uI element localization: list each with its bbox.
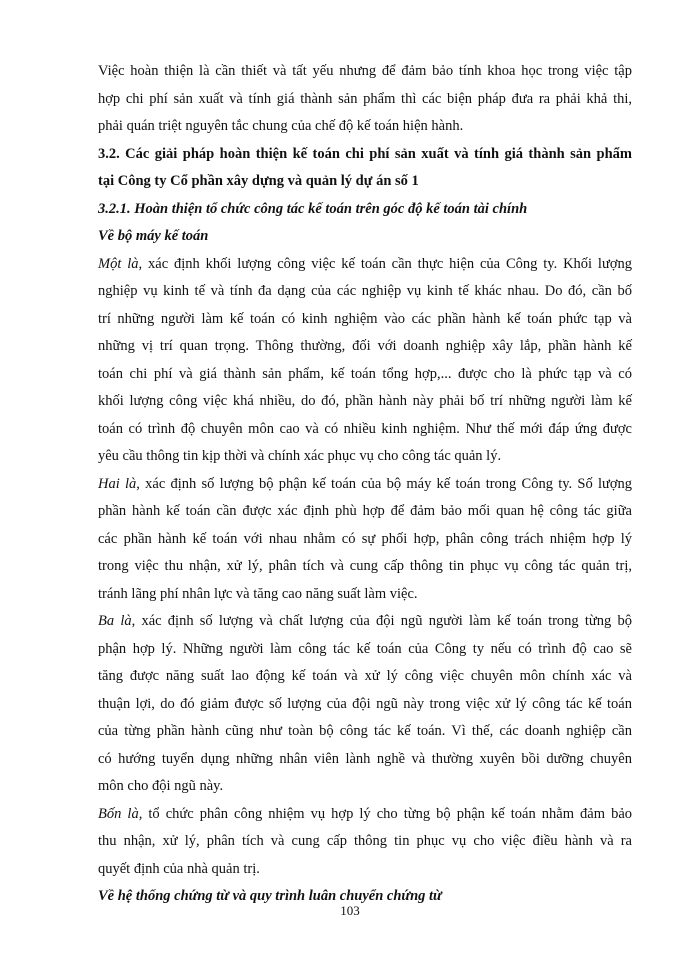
text-line: phải quán triệt nguyên tắc chung của chế độ kế toán hiện hành. xyxy=(98,118,464,134)
text-line: toán có trình độ chuyên môn cao và có nhiều kinh nghiệm. Như thế mới đáp ứng được xyxy=(98,420,632,437)
lead-phrase: Bốn là, xyxy=(98,805,143,822)
text-line: phần hành kế toán cần được xác định phù hợp để đảm bảo mối quan hệ công tác giữa xyxy=(98,503,632,519)
lead-phrase: Hai là xyxy=(98,475,137,492)
page-body xyxy=(98,58,632,911)
line-rest: tổ chức phân công nhiệm vụ hợp lý cho từng bộ phận kế toán nhằm đảm bảo xyxy=(142,805,632,822)
text-line: trí những người làm kế toán có kinh nghiệm vào các phần hành kế toán phức tạp và xyxy=(98,310,632,327)
subheading-bo-may-ke-toan: Về bộ máy kế toán xyxy=(98,228,209,244)
text-line: môn cho đội ngũ này. xyxy=(98,778,224,794)
text-line: toán chi phí và giá thành sản phẩm, kế toán tổng hợp,... được cho là phức tạp và có xyxy=(98,365,632,382)
text-line: thuận lợi, do đó giảm được số lượng của đội ngũ này trong việc xử lý công tác kế toán xyxy=(98,695,632,712)
line-rest: , xác định số lượng bộ phận kế toán của bộ máy kế toán trong Công ty. Số lượng xyxy=(136,475,633,492)
text-line: quyết định của nhà quản trị. xyxy=(98,860,260,877)
paragraph-hai-la xyxy=(98,471,632,609)
intro-paragraph xyxy=(98,58,632,141)
lead-phrase: Một là xyxy=(98,255,139,272)
text-line: yêu cầu thông tin kịp thời và chính xác phục vụ cho công tác quản lý. xyxy=(98,448,502,464)
text-line: trong việc thu nhận, xử lý, phân tích và cung cấp thông tin phục vụ công tác quản trị, xyxy=(98,558,632,574)
text-line: những vị trí quan trọng. Thông thường, đối với doanh nghiệp xây lắp, phần hành kế xyxy=(98,338,632,354)
section-heading-3-2 xyxy=(98,141,632,196)
text-line xyxy=(98,608,632,636)
text-line: Việc hoàn thiện là cần thiết và tất yếu nhưng để đảm bảo tính khoa học trong việc tập xyxy=(98,63,632,79)
paragraph-mot-la xyxy=(98,251,632,471)
heading-line: tại Công ty Cổ phần xây dựng và quản lý dự án số 1 xyxy=(98,173,419,189)
subheading-chung-tu: Về hệ thống chứng từ và quy trình luân chuyển chứng từ xyxy=(98,888,442,904)
text-line: tăng được năng suất lao động kế toán và xử lý công việc chuyên môn chính xác và xyxy=(98,668,632,684)
text-line: của từng phần hành cũng như toàn bộ công tác kế toán. Vì thế, các doanh nghiệp cần xyxy=(98,723,632,739)
line-rest: , xác định số lượng và chất lượng của đội ngũ người làm kế toán trong từng bộ xyxy=(131,613,632,629)
text-line: thu nhận, xử lý, phân tích và cung cấp thông tin phục vụ cho việc điều hành và ra xyxy=(98,833,632,849)
text-line xyxy=(98,801,632,829)
line-rest: , xác định khối lượng công việc kế toán cần thực hiện của Công ty. Khối lượng xyxy=(138,255,632,272)
text-line: khối lượng công việc khá nhiều, do đó, phần hành này phải bố trí những người làm kế xyxy=(98,393,632,409)
text-line: có hướng tuyển dụng những nhân viên lành nghề và thường xuyên bồi dưỡng chuyên xyxy=(98,750,632,767)
page-number: 103 xyxy=(340,903,360,918)
paragraph-ba-la xyxy=(98,608,632,801)
text-line: phận hợp lý. Những người làm công tác kế toán của Công ty nếu có trình độ cao sẽ xyxy=(98,640,632,657)
lead-phrase: Ba là xyxy=(98,613,132,629)
text-line: nghiệp vụ kinh tế và tính đa dạng của các nghiệp vụ kinh tế khác nhau. Do đó, cần bố xyxy=(98,283,632,299)
paragraph-bon-la xyxy=(98,801,632,884)
text-line: tránh lãng phí nhân lực và tăng cao năng suất làm việc. xyxy=(98,585,418,602)
text-line xyxy=(98,471,632,499)
text-line: các phần hành kế toán với nhau nhằm có sự phối hợp, phân công trách nhiệm hợp lý xyxy=(98,530,632,547)
text-line xyxy=(98,251,632,279)
section-heading-3-2-1: 3.2.1. Hoàn thiện tổ chức công tác kế toán trên góc độ kế toán tài chính xyxy=(98,200,528,217)
heading-line: 3.2. Các giải pháp hoàn thiện kế toán chi phí sản xuất và tính giá thành sản phẩm xyxy=(98,145,632,162)
text-line: hợp chi phí sản xuất và tính giá thành sản phẩm thì các biện pháp đưa ra phải khả thi, xyxy=(98,90,632,107)
